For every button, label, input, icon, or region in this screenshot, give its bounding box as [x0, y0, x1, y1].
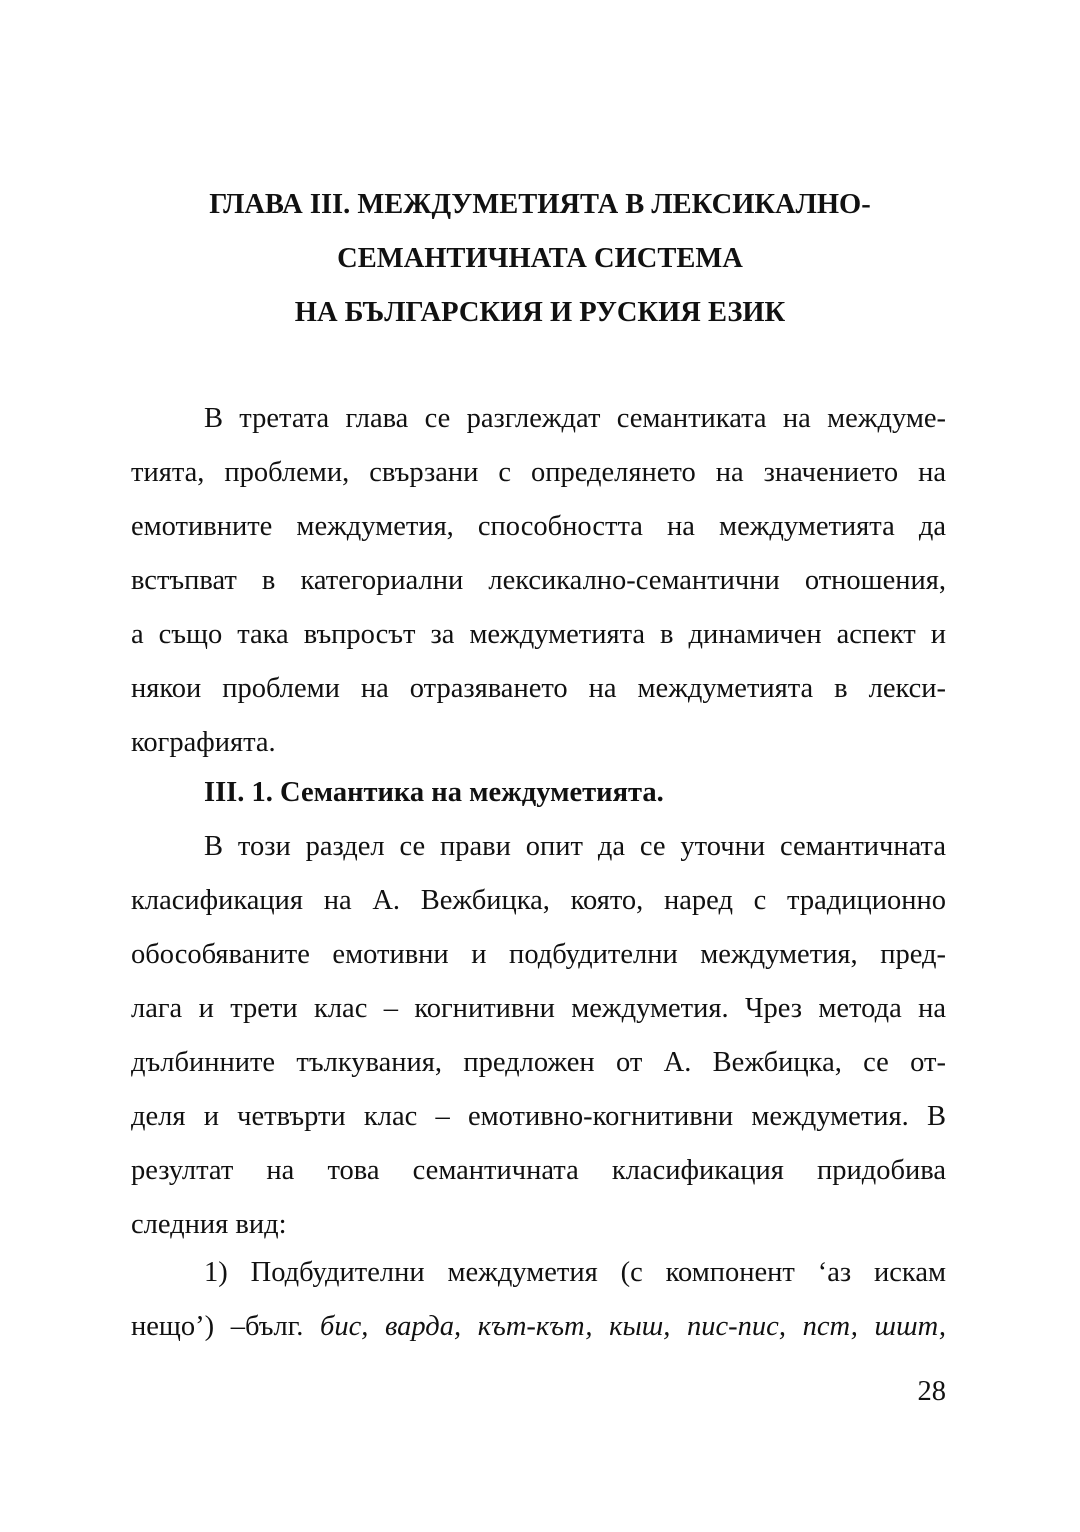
paragraph-line: встъпват в категориални лексикално-семантични отношения, [131, 565, 946, 596]
paragraph-line: тията, проблеми, свързани с определянето на значението на [131, 457, 946, 488]
chapter-title-line-3: НА БЪЛГАРСКИЯ И РУСКИЯ ЕЗИК [294, 297, 786, 328]
chapter-title-line-1: ГЛАВА III. МЕЖДУМЕТИЯТА В ЛЕКСИКАЛНО- [209, 189, 871, 220]
paragraph-line: следния вид: [131, 1209, 287, 1240]
paragraph-line: В този раздел се прави опит да се уточни семантичната [204, 831, 946, 862]
paragraph-line: лага и трети клас – когнитивни междуметия. Чрез метода на [131, 993, 946, 1024]
paragraph-line: резултат на това семантичната класификация придобива [131, 1155, 946, 1186]
italic-examples: бис, варда, кът-кът, кыш, пис-пис, пст, шшт, [319, 1311, 946, 1342]
list-item-line: 1) Подбудителни междуметия (с компонент ‘аз искам [204, 1257, 946, 1288]
list-item-line [131, 1310, 946, 1344]
page-number: 28 [917, 1376, 946, 1407]
paragraph-line: кографията. [131, 727, 276, 758]
paragraph-line: В третата глава се разглеждат семантиката на междуме- [204, 403, 946, 434]
paragraph-line: емотивните междуметия, способността на междуметията да [131, 511, 946, 542]
chapter-title-line-2: СЕМАНТИЧНАТА СИСТЕМА [337, 243, 743, 274]
paragraph-line: обособяваните емотивни и подбудителни междуметия, пред- [131, 939, 946, 970]
section-heading: III. 1. Семантика на междуметията. [204, 777, 664, 808]
paragraph-line: дълбинните тълкувания, предложен от А. Вежбицка, се от- [131, 1047, 946, 1078]
list-item-prefix: нещо’) –бълг. [131, 1311, 320, 1342]
paragraph-line: а също така въпросът за междуметията в динамичен аспект и [131, 619, 946, 650]
paragraph-line: някои проблеми на отразяването на междуметията в лекси- [131, 673, 946, 704]
paragraph-line: деля и четвърти клас – емотивно-когнитивни междуметия. В [131, 1101, 946, 1132]
paragraph-line: класификация на А. Вежбицка, която, наред с традиционно [131, 885, 946, 916]
